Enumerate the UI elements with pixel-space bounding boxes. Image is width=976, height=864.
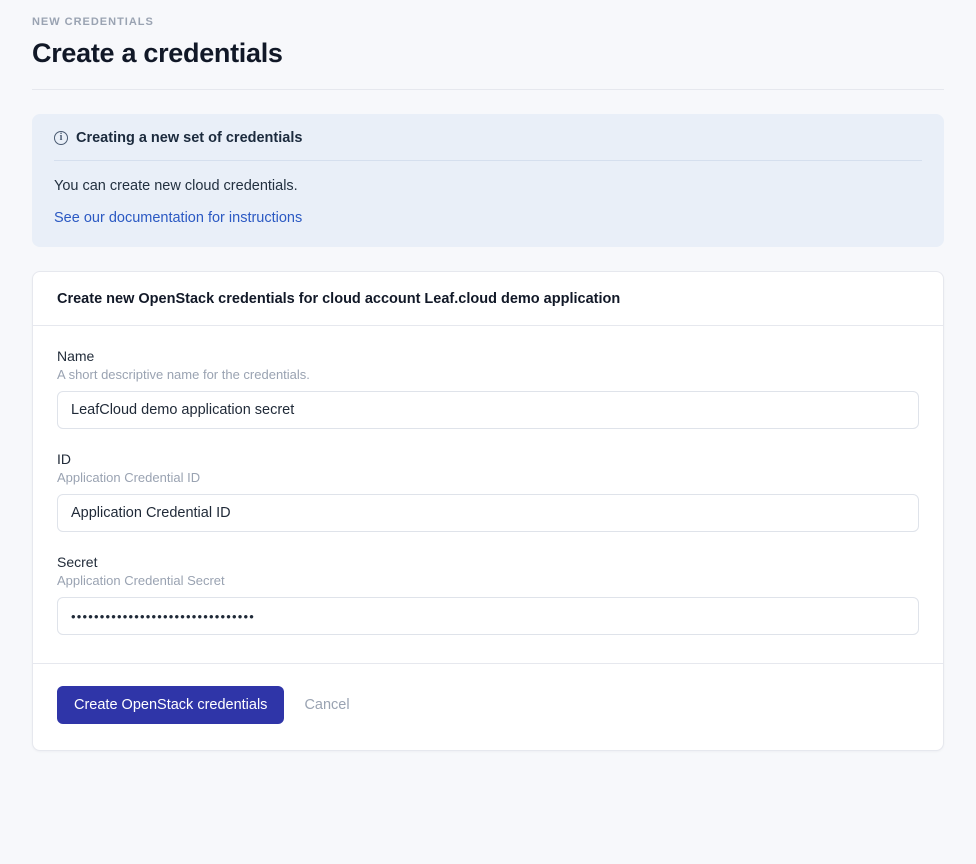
field-name (57, 348, 919, 429)
breadcrumb: NEW CREDENTIALS (32, 16, 154, 28)
card-body (33, 326, 943, 663)
card-title: Create new OpenStack credentials for cloud account Leaf.cloud demo application (33, 272, 943, 326)
create-credentials-button[interactable]: Create OpenStack credentials (57, 686, 284, 724)
info-banner (32, 114, 944, 247)
cancel-button[interactable]: Cancel (302, 693, 351, 717)
secret-label: Secret (57, 554, 98, 570)
info-banner-title: Creating a new set of credentials (76, 130, 303, 146)
card-footer (33, 663, 943, 750)
id-help-text: Application Credential ID (57, 470, 201, 485)
page-header (0, 0, 976, 89)
name-input[interactable] (57, 391, 919, 429)
id-label: ID (57, 451, 71, 467)
id-input[interactable] (57, 494, 919, 532)
info-banner-header (54, 130, 922, 161)
name-label: Name (57, 348, 95, 364)
info-banner-body: You can create new cloud credentials. (54, 178, 298, 194)
info-circle-icon: i (54, 131, 68, 145)
page-content (0, 90, 976, 779)
field-id (57, 451, 919, 532)
name-help-text: A short descriptive name for the credentials. (57, 367, 310, 382)
field-secret (57, 554, 919, 635)
credentials-card (32, 271, 944, 751)
page-title: Create a credentials (32, 38, 283, 68)
secret-input[interactable] (57, 597, 919, 635)
documentation-link[interactable]: See our documentation for instructions (54, 210, 303, 226)
secret-help-text: Application Credential Secret (57, 573, 225, 588)
